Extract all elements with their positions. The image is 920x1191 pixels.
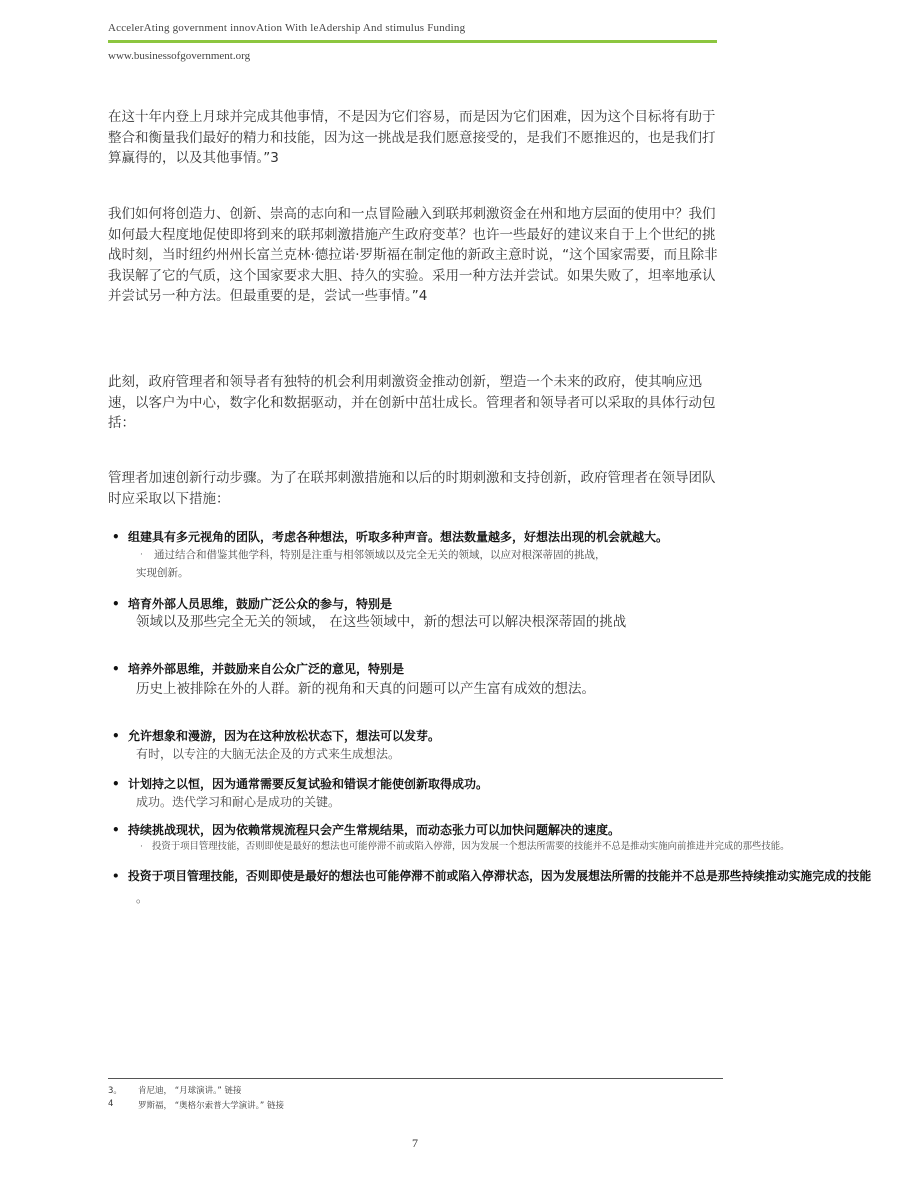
footnote-rule (108, 1078, 723, 1079)
bullet-text: 培育外部人员思维，鼓励广泛公众的参与，特别是 (128, 597, 393, 611)
bullet-text: 培养外部思维，并鼓励来自公众广泛的意见，特别是 (128, 662, 405, 676)
bullet-marker: • (112, 729, 120, 743)
bullet-1-sub: 通过结合和借鉴其他学科，特别是注重与相邻领域以及完全无关的领域，以应对根深蒂固的挑战， (154, 549, 606, 561)
bullet-text: 持续挑战现状，因为依赖常规流程只会产生常规结果，而动态张力可以加快问题解决的速度。 (128, 823, 621, 837)
sub-bullet-marker: · (140, 842, 143, 852)
bullet-marker: • (112, 777, 120, 791)
paragraph-1: 在这十年内登上月球并完成其他事情，不是因为它们容易，而是因为它们困难，因为这个目标将有助于整合和衡量我们最好的精力和技能，因为这一挑战是我们愿意接受的，是我们不愿推迟的，也是我们打算赢得的，以及其他事情。”3 (108, 109, 716, 166)
footnote-text: 罗斯福， “奥格尔索普大学演讲。” 链接 (138, 1101, 284, 1111)
bullet-3-sub: 历史上被排除在外的人群。新的视角和天真的问题可以产生富有成效的想法。 (136, 681, 595, 697)
footnote-number: 3。 (108, 1086, 122, 1096)
header-url[interactable]: www.businessofgovernment.org (108, 50, 251, 62)
header-title: AccelerAting government innovAtion With leAdership And stimulus Funding (108, 22, 466, 34)
bullet-marker: • (112, 597, 120, 611)
bullet-7-sub: 。 (136, 891, 149, 905)
bullet-5-sub: 成功。迭代学习和耐心是成功的关键。 (136, 795, 341, 809)
bullet-1 (112, 529, 912, 545)
footnote-text: 肯尼迪， “月球演讲。” 链接 (138, 1086, 242, 1096)
bullet-marker: • (112, 530, 120, 544)
bullet-text: 投资于项目管理技能，否则即使是最好的想法也可能停滞不前或陷入停滞状态，因为发展想法所需的技能并不总是那些持续推动实施完成的技能 (128, 869, 872, 883)
bullet-4-sub: 有时，以专注的大脑无法企及的方式来生成想法。 (136, 747, 401, 761)
bullet-5 (112, 776, 912, 792)
paragraph-2: 我们如何将创造力、创新、崇高的志向和一点冒险融入到联邦刺激资金在州和地方层面的使用中？我们如何最大程度地促使即将到来的联邦刺激措施产生政府变革？也许一些最好的建议来自于上个世纪的挑战时刻，当时纽约州州长富兰克林·德拉诺·罗斯福在制定他的新政主意时说，“这个国家需要，而且除非我误解了它的气质，这个国家要求大胆、持久的实验。采用一种方法并尝试。如果失败了，坦率地承认并尝试另一种方法。但最重要的是，尝试一些事情。”4 (108, 206, 718, 304)
bullet-marker: • (112, 869, 120, 883)
footnote-number: 4 (108, 1099, 114, 1109)
bullet-2-sub: 领域以及那些完全无关的领域， 在这些领域中，新的想法可以解决根深蒂固的挑战 (136, 614, 627, 630)
bullet-text: 组建具有多元视角的团队，考虑各种想法，听取多种声音。想法数量越多，好想法出现的机会就越大。 (128, 530, 669, 544)
bullet-4 (112, 728, 912, 744)
bullet-6 (112, 822, 912, 838)
page-number: 7 (412, 1136, 418, 1150)
bullet-1-sub-cont: 实现创新。 (136, 567, 189, 579)
bullet-3 (112, 661, 912, 677)
bullet-text: 计划持之以恒，因为通常需要反复试验和错误才能使创新取得成功。 (128, 777, 489, 791)
bullet-2 (112, 596, 912, 612)
paragraph-3: 此刻，政府管理者和领导者有独特的机会利用刺激资金推动创新，塑造一个未来的政府，使其响应迅速，以客户为中心，数字化和数据驱动，并在创新中茁壮成长。管理者和领导者可以采取的具体行动包括： (108, 374, 716, 431)
bullet-marker: • (112, 823, 120, 837)
bullet-6-sub: 投资于项目管理技能，否则即使是最好的想法也可能停滞不前或陷入停滞，因为发展一个想法所需要的技能并不总是推动实施向前推进并完成的那些技能。 (152, 841, 790, 852)
bullet-text: 允许想象和漫游，因为在这种放松状态下，想法可以发芽。 (128, 729, 441, 743)
bullet-7 (112, 868, 912, 884)
paragraph-4: 管理者加速创新行动步骤。为了在联邦刺激措施和以后的时期刺激和支持创新，政府管理者在领导团队时应采取以下措施： (108, 470, 716, 507)
header-rule (108, 40, 717, 43)
sub-bullet-marker: · (140, 550, 143, 560)
bullet-marker: • (112, 662, 120, 676)
